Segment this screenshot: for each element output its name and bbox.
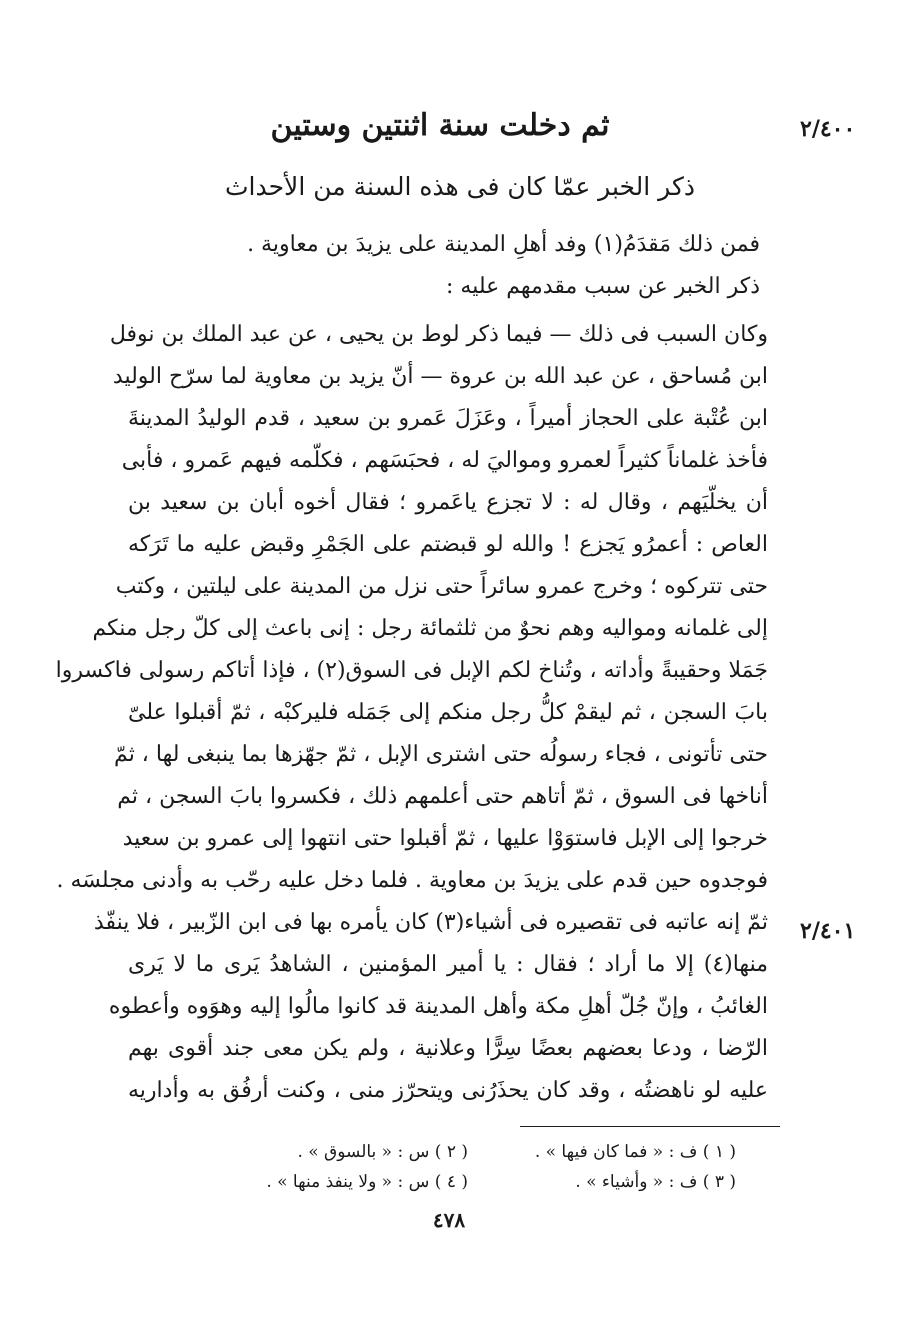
text-line: ابن مُساحق ، عن عبد الله بن عروة — أنّ يزيد بن معاوية لما سرّح الوليد — [112, 364, 768, 389]
footnote: ( ٣ ) ف : « وأشياء » . — [575, 1172, 736, 1192]
intro-line: فمن ذلك مَقدَمُ(١) وفد أهلِ المدينة على يزيدَ بن معاوية . — [247, 232, 760, 257]
text-line: أناخها فى السوق ، ثمّ أتاهم حتى أعلمهم ذلك ، فكسروا بابَ السجن ، ثم — [117, 784, 768, 809]
section-title: ذكر الخبر عن سبب مقدمهم عليه : — [446, 274, 760, 299]
main-text — [55, 314, 768, 1112]
text-line: خرجوا إلى الإبل فاستوَوْا عليها ، ثمّ أقبلوا حتى انتهوا إلى عمرو بن سعيد — [122, 826, 768, 851]
text-line: العاص : أعمرُو يَجزع ! والله لو قبضتم على الجَمْرِ وقبض عليه ما تَرَكه — [128, 532, 768, 557]
text-line: بابَ السجن ، ثم ليقمْ كلُّ رجل منكم إلى جَمَله فليركبْه ، ثمّ أقبلوا علىّ — [128, 700, 768, 725]
text-line: منها(٤) إلا ما أراد ؛ فقال : يا أمير المؤمنين ، الشاهدُ يَرى ما لا يَرى — [128, 952, 768, 977]
chapter-heading: ثم دخلت سنة اثنتين وستين — [270, 108, 610, 143]
footnote: ( ٢ ) س : « بالسوق » . — [297, 1142, 468, 1162]
intro-block — [128, 224, 768, 308]
margin-page-reference: ٢/٤٠٠ — [800, 116, 856, 142]
text-line: فأخذ غلماناً كثيراً لعمرو ومواليَ له ، فحبَسَهم ، فكلّمه فيهم عَمرو ، فأبى — [121, 448, 768, 473]
section-subheading: ذكر الخبر عمّا كان فى هذه السنة من الأحداث — [225, 172, 695, 201]
footnote: ( ١ ) ف : « فما كان فيها » . — [534, 1142, 736, 1162]
page-number: ٤٧٨ — [432, 1208, 466, 1232]
text-line: الرّضا ، ودعا بعضهم بعضًا سِرًّا وعلانية ، ولم يكن معى جند أقوى بهم — [128, 1036, 768, 1061]
text-line: ابن عُتْبة على الحجاز أميراً ، وعَزَلَ عَمرو بن سعيد ، قدم الوليدُ المدينةَ — [128, 406, 768, 431]
text-line: إلى غلمانه ومواليه وهم نحوٌ من ثلثمائة رجل : إنى باعث إلى كلّ رجل منكم — [92, 616, 768, 641]
text-line: حتى تتركوه ؛ وخرج عمرو سائراً حتى نزل من المدينة على ليلتين ، وكتب — [115, 574, 768, 599]
text-line: أن يخلّيَهم ، وقال له : لا تجزع ياعَمرو ؛ فقال أخوه أبان بن سعيد بن — [128, 490, 768, 515]
text-line: حتى تأتونى ، فجاء رسولُه حتى اشترى الإبل ، ثمّ جهّزها بما ينبغى لها ، ثمّ — [114, 742, 768, 767]
text-line: الغائبُ ، وإنّ جُلّ أهلِ مكة وأهل المدينة قد كانوا مالُوا إليه وهوَوه وأعطوه — [108, 994, 768, 1019]
text-line: وكان السبب فى ذلك — فيما ذكر لوط بن يحيى ، عن عبد الملك بن نوفل — [109, 322, 768, 347]
text-line: عليه لو ناهضتُه ، وقد كان يحذَرُنى ويتحرّز منى ، وكنت أرفُق به وأداريه — [128, 1078, 768, 1103]
footnote: ( ٤ ) س : « ولا ينفذ منها » . — [266, 1172, 468, 1192]
footnote-divider — [520, 1126, 780, 1127]
text-line: فوجدوه حين قدم على يزيدَ بن معاوية . فلما دخل عليه رحّب به وأدنى مجلسَه . — [56, 868, 768, 893]
text-line: جَمَلا وحقيبةً وأداته ، وتُناخ لكم الإبل فى السوق(٢) ، فإذا أتاكم رسولى فاكسروا — [55, 658, 768, 683]
margin-page-reference: ٢/٤٠١ — [800, 918, 856, 944]
text-line: ثمّ إنه عاتبه فى تقصيره فى أشياء(٣) كان يأمره بها فى ابن الزّبير ، فلا ينفّذ — [93, 910, 768, 935]
